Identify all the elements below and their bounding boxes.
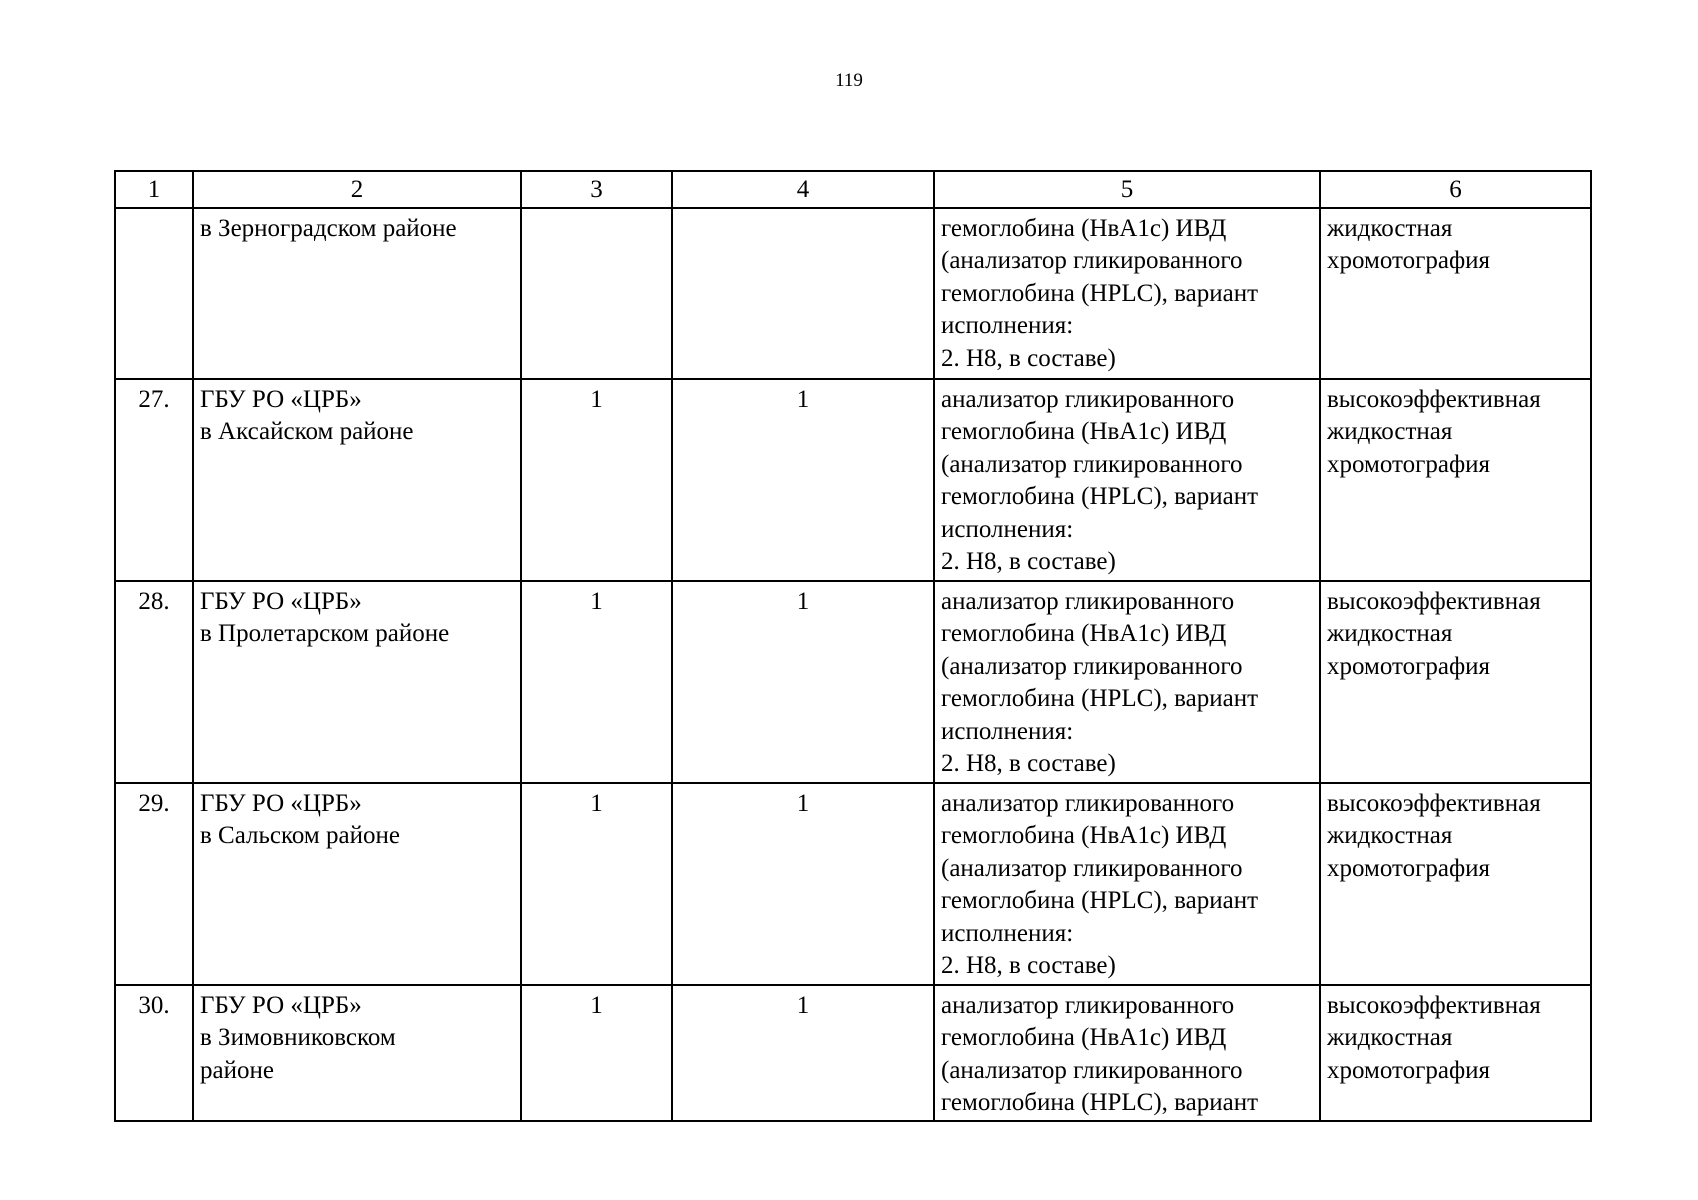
text-line: гемоглобина (HPLC), вариант <box>941 279 1259 307</box>
text-line: хромотография <box>1327 247 1491 274</box>
analysis-method <box>1320 208 1591 379</box>
row-number: 28. <box>115 581 193 783</box>
text-line: исполнения: <box>941 919 1074 947</box>
table-header-row <box>115 171 1591 208</box>
quantity-col-4: 1 <box>672 783 934 985</box>
header-col-2: 2 <box>193 171 521 208</box>
text-line: в Сальском районе <box>200 822 400 849</box>
text-line: хромотография <box>1327 652 1491 680</box>
text-line: (анализатор гликированного <box>941 652 1243 680</box>
analysis-method <box>1320 379 1591 581</box>
text-line: гемоглобина (HPLC), вариант <box>941 887 1259 914</box>
text-line: высокоэффективная <box>1327 991 1541 1019</box>
equipment-description <box>934 379 1320 581</box>
page-number: 119 <box>835 70 863 91</box>
header-col-6: 6 <box>1320 171 1591 208</box>
text-line: жидкостная <box>1327 620 1453 647</box>
institution-name <box>193 208 521 379</box>
equipment-table <box>114 170 1592 1122</box>
text-line: (анализатор гликированного <box>941 854 1243 882</box>
text-line: жидкостная <box>1327 822 1453 849</box>
text-line: гемоглобина (НвА1с) ИВД <box>941 1024 1227 1051</box>
text-line: ГБУ РО «ЦРБ» <box>200 991 362 1019</box>
equipment-description <box>934 985 1320 1121</box>
text-line: исполнения: <box>941 717 1074 745</box>
institution-name <box>193 783 521 985</box>
quantity-col-4 <box>672 208 934 379</box>
analysis-method <box>1320 985 1591 1121</box>
text-line: 2. Н8, в составе) <box>941 344 1116 372</box>
equipment-description <box>934 581 1320 783</box>
quantity-col-3 <box>521 208 672 379</box>
table-row <box>115 783 1591 985</box>
table-row <box>115 581 1591 783</box>
equipment-description <box>934 783 1320 985</box>
quantity-col-4: 1 <box>672 985 934 1121</box>
text-line: в Зерноградском районе <box>200 214 457 242</box>
text-line: 2. Н8, в составе) <box>941 548 1116 575</box>
quantity-col-3: 1 <box>521 581 672 783</box>
text-line: 2. Н8, в составе) <box>941 750 1116 777</box>
quantity-col-3: 1 <box>521 783 672 985</box>
text-line: гемоглобина (HPLC), вариант <box>941 483 1259 510</box>
text-line: высокоэффективная <box>1327 587 1541 615</box>
equipment-description <box>934 208 1320 379</box>
text-line: хромотография <box>1327 450 1491 478</box>
text-line: в Аксайском районе <box>200 418 414 445</box>
text-line: гемоглобина (HPLC), вариант <box>941 1089 1259 1116</box>
text-line: гемоглобина (НвА1с) ИВД <box>941 214 1227 242</box>
text-line: (анализатор гликированного <box>941 450 1243 478</box>
text-line: исполнения: <box>941 515 1074 543</box>
table-row <box>115 379 1591 581</box>
text-line: исполнения: <box>941 312 1074 339</box>
quantity-col-4: 1 <box>672 379 934 581</box>
institution-name <box>193 379 521 581</box>
text-line: гемоглобина (HPLC), вариант <box>941 685 1259 712</box>
quantity-col-3: 1 <box>521 379 672 581</box>
analysis-method <box>1320 783 1591 985</box>
text-line: (анализатор гликированного <box>941 247 1243 274</box>
row-number: 30. <box>115 985 193 1121</box>
text-line: ГБУ РО «ЦРБ» <box>200 587 362 615</box>
text-line: анализатор гликированного <box>941 587 1235 615</box>
text-line: жидкостная <box>1327 1024 1453 1051</box>
text-line: в Пролетарском районе <box>200 620 450 647</box>
text-line: ГБУ РО «ЦРБ» <box>200 385 362 413</box>
text-line: в Зимовниковском <box>200 1024 396 1051</box>
text-line: высокоэффективная <box>1327 385 1541 413</box>
text-line: гемоглобина (НвА1с) ИВД <box>941 620 1227 647</box>
text-line: 2. Н8, в составе) <box>941 952 1116 979</box>
text-line: высокоэффективная <box>1327 789 1541 817</box>
text-line: гемоглобина (НвА1с) ИВД <box>941 822 1227 849</box>
analysis-method <box>1320 581 1591 783</box>
header-col-3: 3 <box>521 171 672 208</box>
text-line: хромотография <box>1327 1056 1491 1084</box>
table-row <box>115 985 1591 1121</box>
institution-name <box>193 985 521 1121</box>
text-line: анализатор гликированного <box>941 789 1235 817</box>
header-col-1: 1 <box>115 171 193 208</box>
text-line: гемоглобина (НвА1с) ИВД <box>941 418 1227 445</box>
institution-name <box>193 581 521 783</box>
table-row <box>115 208 1591 379</box>
quantity-col-4: 1 <box>672 581 934 783</box>
text-line: анализатор гликированного <box>941 991 1235 1019</box>
text-line: анализатор гликированного <box>941 385 1235 413</box>
row-number: 27. <box>115 379 193 581</box>
text-line: хромотография <box>1327 854 1491 882</box>
text-line: жидкостная <box>1327 214 1453 242</box>
header-col-4: 4 <box>672 171 934 208</box>
quantity-col-3: 1 <box>521 985 672 1121</box>
text-line: (анализатор гликированного <box>941 1056 1243 1084</box>
header-col-5: 5 <box>934 171 1320 208</box>
text-line: ГБУ РО «ЦРБ» <box>200 789 362 817</box>
row-number: 29. <box>115 783 193 985</box>
row-number <box>115 208 193 379</box>
text-line: районе <box>200 1056 274 1084</box>
text-line: жидкостная <box>1327 418 1453 445</box>
